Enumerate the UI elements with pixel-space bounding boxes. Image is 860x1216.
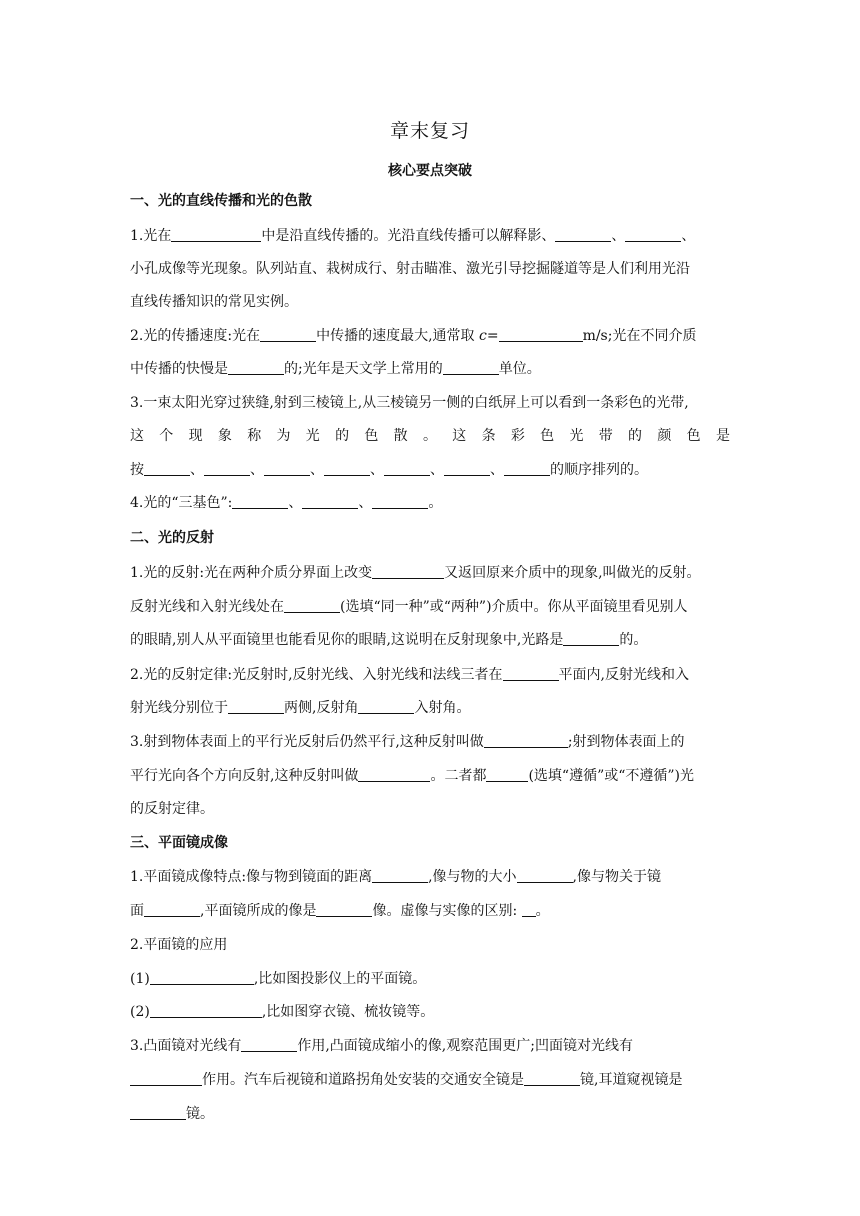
answer-blank — [503, 666, 559, 681]
text-line: 2.光的传播速度:光在 中传播的速度最大,通常取 c= m/s;光在不同介质 — [130, 328, 697, 344]
text-line: 射光线分别位于 两侧,反射角 入射角。 — [130, 700, 471, 716]
section-heading-1: 一、光的直线传播和光的色散 — [130, 193, 312, 209]
text-line: 按 、 、 、 、 、 、 的顺序排列的。 — [130, 462, 648, 478]
text-line: 中传播的快慢是 的;光年是天文学上常用的 单位。 — [130, 361, 541, 377]
section-heading-3: 三、平面镜成像 — [130, 835, 228, 851]
answer-blank — [228, 360, 284, 375]
section-heading-2: 二、光的反射 — [130, 530, 214, 546]
answer-blank — [517, 868, 573, 883]
answer-blank — [324, 461, 370, 476]
answer-blank — [372, 494, 428, 509]
text-line: 3.一束太阳光穿过狭缝,射到三棱镜上,从三棱镜另一侧的白纸屏上可以看到一条彩色的光带, — [130, 395, 689, 411]
answer-blank — [372, 868, 428, 883]
text-line: 小孔成像等光现象。队列站直、栽树成行、射击瞄准、激光引导挖掘隧道等是人们利用光沿 — [130, 261, 690, 277]
answer-blank — [204, 461, 250, 476]
answer-blank — [130, 1105, 186, 1120]
text-line: (1) ,比如图投影仪上的平面镜。 — [130, 971, 427, 987]
answer-blank — [144, 902, 200, 917]
answer-blank — [358, 699, 414, 714]
text-line: 3.射到物体表面上的平行光反射后仍然平行,这种反射叫做 ;射到物体表面上的 — [130, 734, 685, 750]
text-line: 1.光的反射:光在两种介质分界面上改变 又返回原来介质中的现象,叫做光的反射。 — [130, 565, 701, 581]
answer-blank — [284, 598, 340, 613]
answer-blank — [144, 461, 190, 476]
text-line: 的眼睛,别人从平面镜里也能看见你的眼睛,这说明在反射现象中,光路是 的。 — [130, 632, 648, 648]
answer-blank — [171, 227, 261, 242]
answer-blank — [484, 733, 568, 748]
answer-blank — [625, 227, 681, 242]
answer-blank — [358, 767, 430, 782]
answer-blank — [486, 767, 528, 782]
answer-blank — [444, 461, 490, 476]
text-line: 2.平面镜的应用 — [130, 937, 228, 953]
text-line: 反射光线和入射光线处在 (选填“同一种”或“两种”)介质中。你从平面镜里看见别人 — [130, 599, 688, 615]
text-line: (2) ,比如图穿衣镜、梳妆镜等。 — [130, 1004, 435, 1020]
answer-blank — [555, 227, 611, 242]
text-line: 平行光向各个方向反射,这种反射叫做 。二者都 (选填“遵循”或“不遵循”)光 — [130, 768, 695, 784]
answer-blank — [443, 360, 499, 375]
text-line: 3.凸面镜对光线有 作用,凸面镜成缩小的像,观察范围更广;凹面镜对光线有 — [130, 1038, 633, 1054]
answer-blank — [228, 699, 284, 714]
text-line: 镜。 — [130, 1104, 730, 1124]
answer-blank — [130, 1071, 202, 1086]
text-line: 2.光的反射定律:光反射时,反射光线、入射光线和法线三者在 平面内,反射光线和入 — [130, 667, 689, 683]
answer-blank — [264, 461, 310, 476]
answer-blank — [150, 970, 254, 985]
text-line: 直线传播知识的常见实例。 — [130, 294, 298, 310]
answer-blank — [384, 461, 430, 476]
text-line: 作用。汽车后视镜和道路拐角处安装的交通安全镜是 镜,耳道窥视镜是 — [130, 1070, 730, 1090]
answer-blank — [522, 902, 536, 917]
answer-blank — [524, 1071, 580, 1086]
answer-blank — [241, 1037, 297, 1052]
answer-blank — [232, 494, 288, 509]
answer-blank — [150, 1003, 262, 1018]
page-title: 章末复习 — [389, 120, 470, 142]
text-line-justified: 这 个 现 象 称 为 光 的 色 散 。 这 条 彩 色 光 带 的 颜 色 是 — [130, 428, 730, 444]
answer-blank — [316, 902, 372, 917]
answer-blank — [260, 327, 316, 342]
text-line: 1.光在 中是沿直线传播的。光沿直线传播可以解释影、 、 、 — [130, 228, 696, 244]
text-line: 的反射定律。 — [130, 801, 214, 817]
answer-blank — [504, 461, 550, 476]
answer-blank — [499, 327, 583, 342]
text-line: 1.平面镜成像特点:像与物到镜面的距离 ,像与物的大小 ,像与物关于镜 — [130, 869, 661, 885]
answer-blank — [372, 564, 444, 579]
answer-blank — [563, 631, 619, 646]
page-subtitle: 核心要点突破 — [388, 163, 472, 179]
text-line: 4.光的“三基色”: 、 、 。 — [130, 495, 443, 511]
answer-blank — [302, 494, 358, 509]
text-line: 面 ,平面镜所成的像是 像。虚像与实像的区别: 。 — [130, 903, 550, 919]
